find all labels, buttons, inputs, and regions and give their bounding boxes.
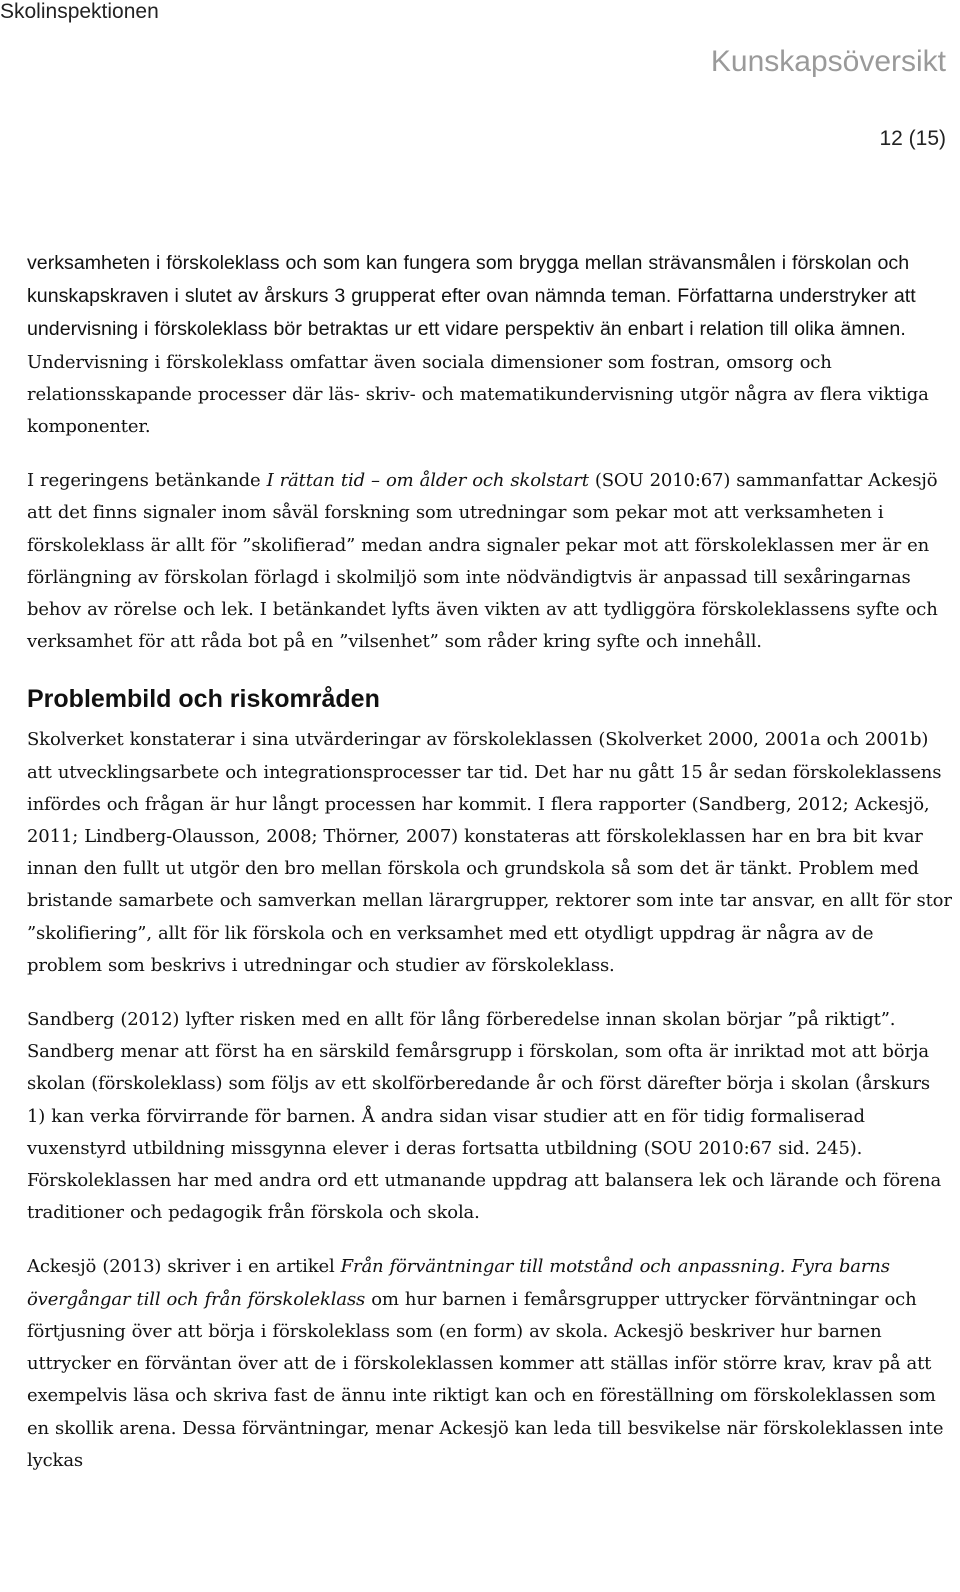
document-body [27, 247, 952, 1477]
paragraph-3: Skolverket konstaterar i sina utvärderingar av förskoleklassen (Skolverket 2000, 2001a och 2001b) att utvecklingsarbete och integrationsprocesser tar tid. Det har nu gått 15 år sedan förskoleklassens infördes och frågan är hur långt processen har kommit. I flera rapporter (Sandberg, 2012; Ackesjö, 2011; Lindberg-Olausson, 2008; Thörner, 2007) konstateras att förskoleklassen har en bra bit kvar innan den fullt ut utgör den bro mellan förskola och grundskola så som det är tänkt. Problem med bristande samarbete och samverkan mellan lärargrupper, rektorer som inte tar ansvar, en allt för stor ”skolifiering”, allt för lik förskola och en verksamhet med ett otydligt uppdrag är några av de problem som beskrivs i utredningar och studier av förskoleklass. [27, 729, 952, 976]
paragraph-2-a: I regeringens betänkande [27, 470, 267, 492]
paragraph-5 [27, 1251, 952, 1476]
page-number: 12 (15) [879, 127, 946, 150]
paragraph-1-serif: Undervisning i förskoleklass omfattar även sociala dimensioner som fostran, omsorg och relationsskapande processer där läs- skriv- och matematikundervisning utgör några av flera viktiga komponenter. [27, 351, 929, 438]
paragraph-2 [27, 465, 952, 658]
paragraph-5-b: om hur barnen i femårsgrupper uttrycker förväntningar och förtjusning över att börja i förskoleklass som (en form) av skola. Ackesjö beskriver hur barnen uttrycker en förväntan över att de i förskoleklassen kommer att ställas inför större krav, krav på att exempelvis läsa och skriva fast de ännu inte riktigt kan och en föreställning om förskoleklassen som en skollik arena. Dessa förväntningar, menar Ackesjö kan leda till besvikelse när förskoleklassen inte lyckas [27, 1288, 944, 1471]
paragraph-5-a: Ackesjö (2013) skriver i en artikel [27, 1256, 341, 1278]
paragraph-4: Sandberg (2012) lyfter risken med en allt för lång förberedelse innan skolan börjar ”på riktigt”. Sandberg menar att först ha en särskild femårsgrupp i förskolan, som ofta är inriktad mot att börja skolan (förskoleklass) som följs av ett skolförberedande år och först därefter börja i skolan (årskurs 1) kan verka förvirrande för barnen. Å andra sidan visar studier att en för tidig formaliserad vuxenstyrd utbildning missgynna elever i deras fortsatta utbildning (SOU 2010:67 sid. 245). Förskoleklassen har med andra ord ett utmanande uppdrag att balansera lek och lärande och förena traditioner och pedagogik från förskola och skola. [27, 1009, 942, 1224]
organization-name: Skolinspektionen [0, 0, 159, 23]
paragraph-2-b: (SOU 2010:67) sammanfattar Ackesjö att det finns signaler inom såväl forskning som utredningar som pekar mot att verksamheten i förskoleklass är allt för ”skolifierad” medan andra signaler pekar mot att förskoleklassen mer är en förlängning av förskolan förlagd i skolmiljö som inte nödvändigtvis är anpassad till sexåringarnas behov av rörelse och lek. I betänkandet lyfts även vikten av att tydliggöra förskoleklassens syfte och verksamhet för att råda bot på en ”vilsenhet” som råder kring syfte och innehåll. [27, 470, 938, 653]
paragraph-1-sans: verksamheten i förskoleklass och som kan fungera som brygga mellan strävansmålen i förskolan och kunskapskraven i slutet av årskurs 3 grupperat efter ovan nämnda teman. Författarna understryker att undervisning i förskoleklass bör betraktas ur ett vidare perspektiv än enbart i relation till olika ämnen. [27, 252, 916, 341]
paragraph-1 [27, 247, 952, 443]
report-title: I rättan tid – om ålder och skolstart [266, 470, 589, 492]
article-title: Från förväntningar till motstånd och anpassning. Fyra barns övergångar till och från förskoleklass [27, 1256, 890, 1310]
section-heading: Problembild och riskområden [27, 685, 380, 714]
document-title: Kunskapsöversikt [710, 45, 946, 78]
